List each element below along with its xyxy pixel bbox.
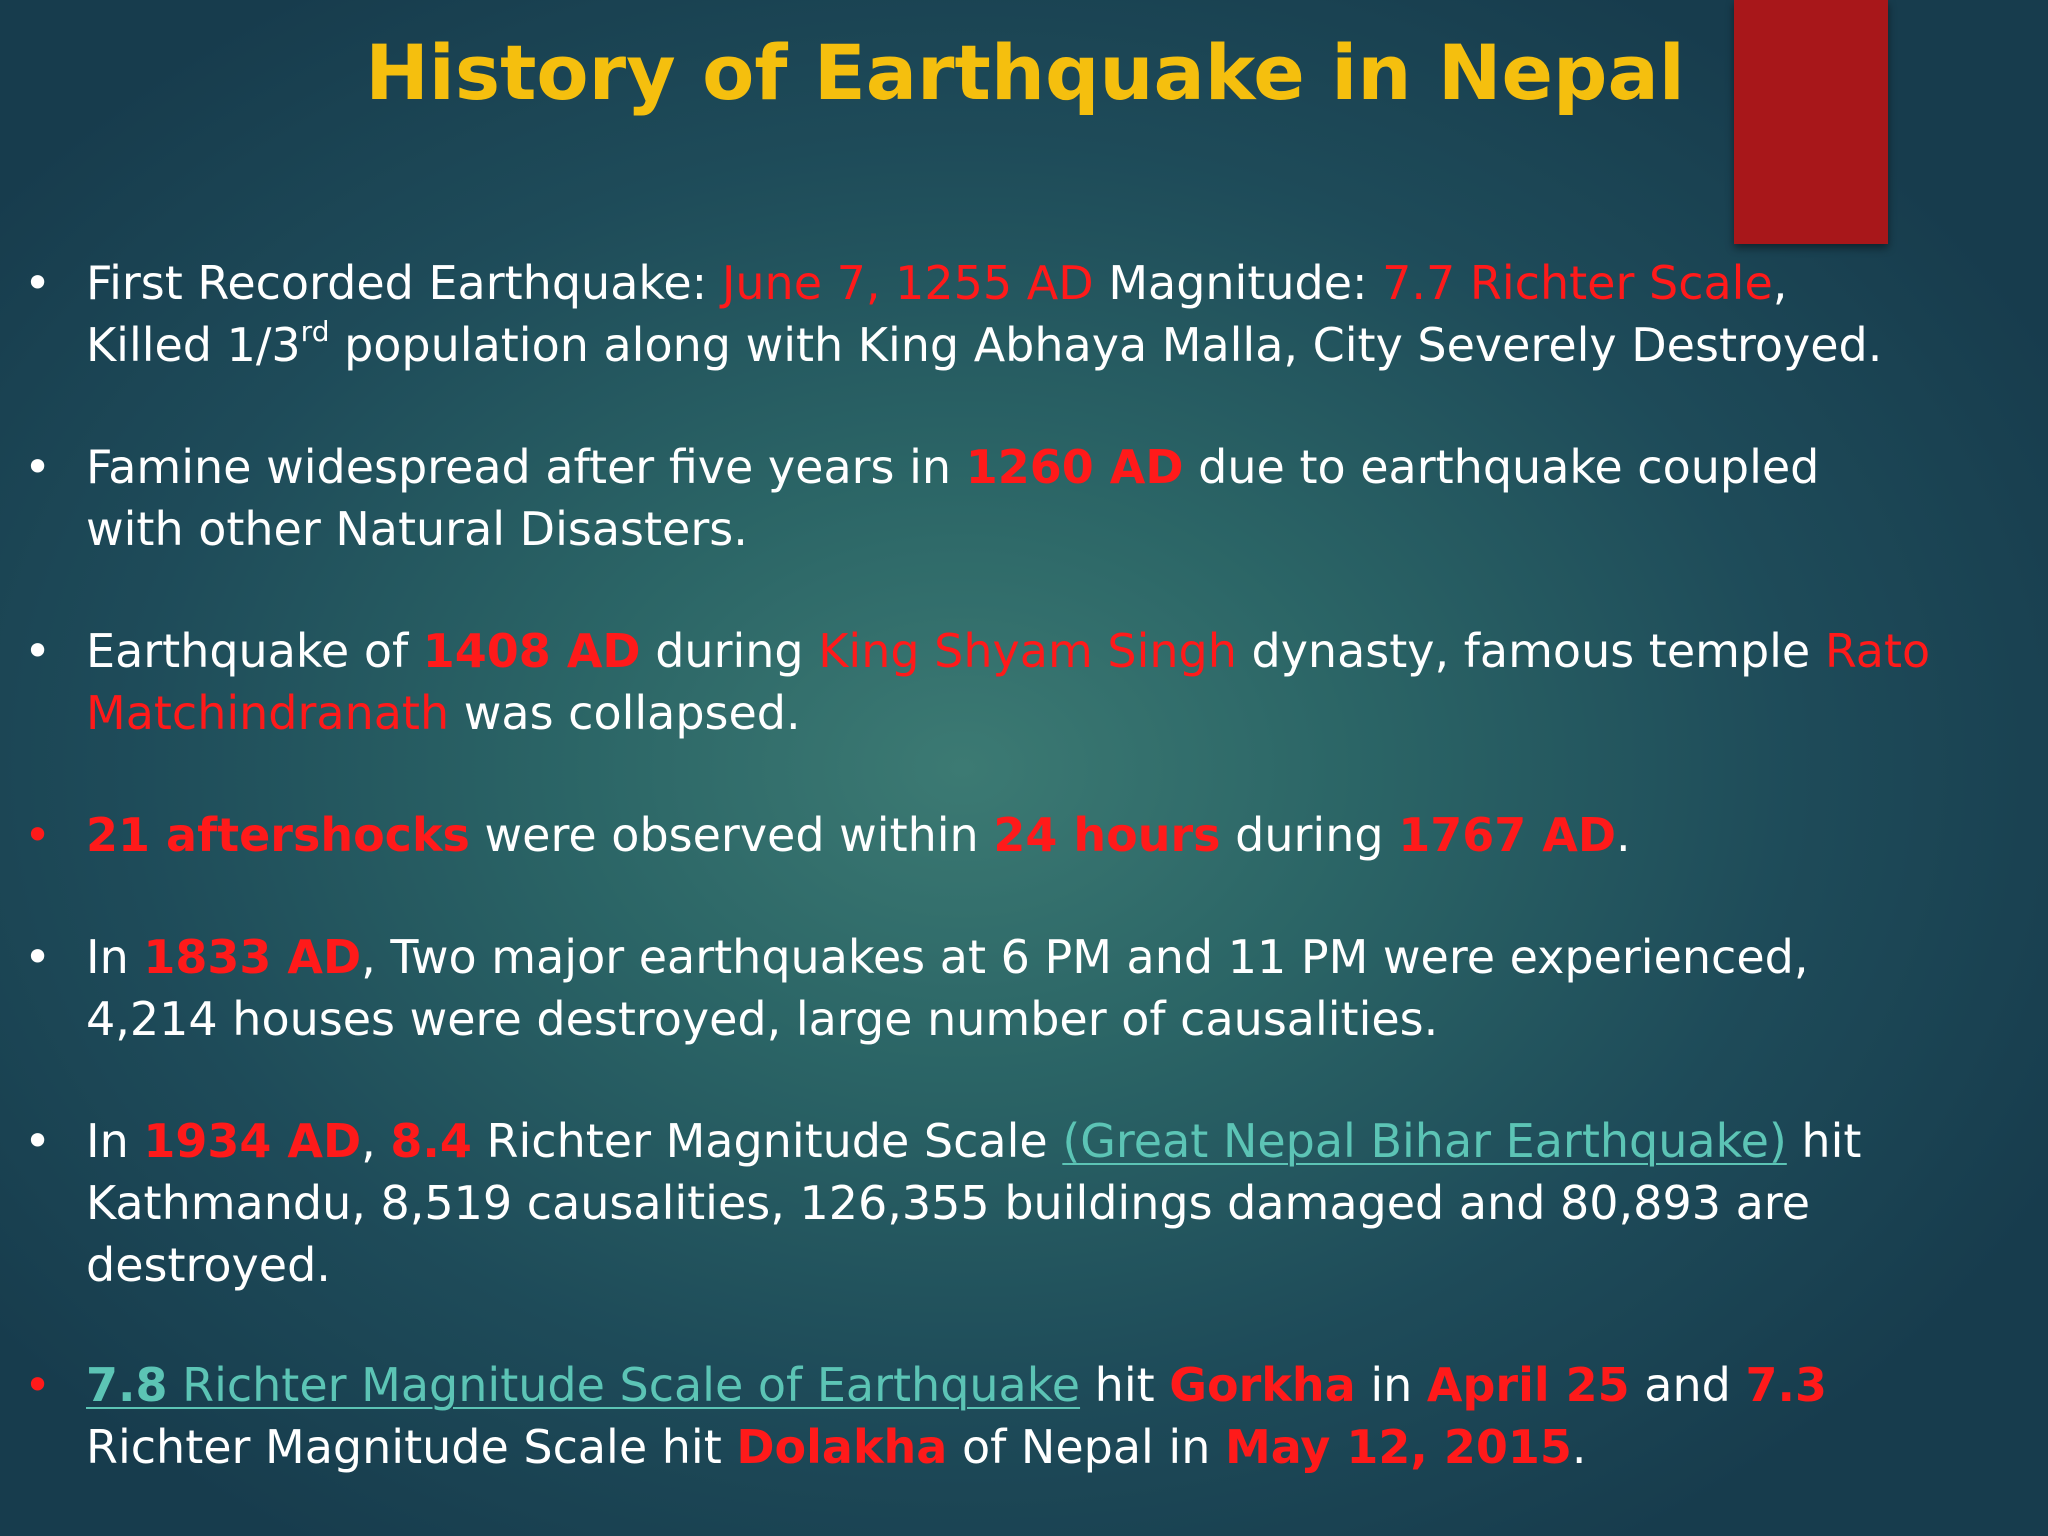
bullet-line: destroyed. bbox=[86, 1238, 331, 1292]
bullet-marker: • bbox=[24, 1114, 52, 1168]
date-april-25: April 25 bbox=[1426, 1358, 1630, 1412]
bullet-line: Matchindranath was collapsed. bbox=[86, 686, 801, 740]
bullet-line: Famine widespread after five years in 1260 AD due to earthquake coupled bbox=[86, 440, 1820, 494]
bullet-line: 21 aftershocks were observed within 24 hours during 1767 AD. bbox=[86, 808, 1631, 862]
bullet-first-recorded-earthquake bbox=[24, 252, 2046, 376]
bullet-famine-1260 bbox=[24, 436, 2046, 560]
great-nepal-bihar-earthquake-link[interactable]: (Great Nepal Bihar Earthquake) bbox=[1062, 1114, 1787, 1168]
bullet-marker: • bbox=[24, 808, 52, 862]
bullet-line: 4,214 houses were destroyed, large number of causalities. bbox=[86, 992, 1439, 1046]
magnitude-7-3: 7.3 bbox=[1745, 1358, 1827, 1412]
bullet-line: In 1833 AD, Two major earthquakes at 6 PM and 11 PM were experienced, bbox=[86, 930, 1809, 984]
bullet-line: with other Natural Disasters. bbox=[86, 502, 748, 556]
richter-scale-earthquake-link[interactable]: Richter Magnitude Scale of Earthquake bbox=[167, 1358, 1081, 1412]
bullet-line: In 1934 AD, 8.4 Richter Magnitude Scale (Great Nepal Bihar Earthquake) hit bbox=[86, 1114, 1862, 1168]
date-1934: 1934 AD bbox=[143, 1114, 362, 1168]
bullet-line: First Recorded Earthquake: June 7, 1255 AD Magnitude: 7.7 Richter Scale, bbox=[86, 256, 1788, 310]
accent-bar bbox=[1734, 0, 1888, 244]
king-shyam-singh: King Shyam Singh bbox=[818, 624, 1237, 678]
bullet-marker: • bbox=[24, 440, 52, 494]
bullet-line: Earthquake of 1408 AD during King Shyam Singh dynasty, famous temple Rato bbox=[86, 624, 1931, 678]
bullet-aftershocks-1767 bbox=[24, 804, 2046, 866]
temple-name-part2: Matchindranath bbox=[86, 686, 450, 740]
magnitude-8-4: 8.4 bbox=[390, 1114, 472, 1168]
aftershock-count: 21 aftershocks bbox=[86, 808, 470, 862]
bullet-marker: • bbox=[24, 624, 52, 678]
date-1408: 1408 AD bbox=[422, 624, 641, 678]
date-may-12-2015: May 12, 2015 bbox=[1224, 1420, 1572, 1474]
bullet-earthquakes-1833 bbox=[24, 926, 2046, 1050]
date-1255: June 7, 1255 AD bbox=[721, 256, 1094, 310]
bullet-earthquake-1934 bbox=[24, 1110, 2046, 1296]
slide-title: History of Earthquake in Nepal bbox=[365, 28, 1685, 117]
date-1260: 1260 AD bbox=[965, 440, 1184, 494]
bullet-earthquake-1408 bbox=[24, 620, 2046, 744]
bullet-marker: • bbox=[24, 930, 52, 984]
bullet-line: Richter Magnitude Scale hit Dolakha of Nepal in May 12, 2015. bbox=[86, 1420, 1587, 1474]
bullet-earthquake-2015 bbox=[24, 1354, 2046, 1478]
place-gorkha: Gorkha bbox=[1169, 1358, 1356, 1412]
bullet-line: Killed 1/3rd population along with King Abhaya Malla, City Severely Destroyed. bbox=[86, 314, 1883, 372]
bullet-marker: • bbox=[24, 1358, 52, 1412]
place-dolakha: Dolakha bbox=[736, 1420, 948, 1474]
temple-name-part1: Rato bbox=[1824, 624, 1931, 678]
magnitude-7-8-link[interactable]: 7.8 bbox=[86, 1358, 168, 1412]
bullet-marker: • bbox=[24, 256, 52, 310]
date-1833: 1833 AD bbox=[143, 930, 362, 984]
magnitude-7-7: 7.7 Richter Scale bbox=[1382, 256, 1773, 310]
bullet-line: 7.8 Richter Magnitude Scale of Earthquake hit Gorkha in April 25 and 7.3 bbox=[86, 1358, 1827, 1412]
date-1767: 1767 AD bbox=[1398, 808, 1617, 862]
duration-24-hours: 24 hours bbox=[993, 808, 1221, 862]
bullet-line: Kathmandu, 8,519 causalities, 126,355 buildings damaged and 80,893 are bbox=[86, 1176, 1810, 1230]
